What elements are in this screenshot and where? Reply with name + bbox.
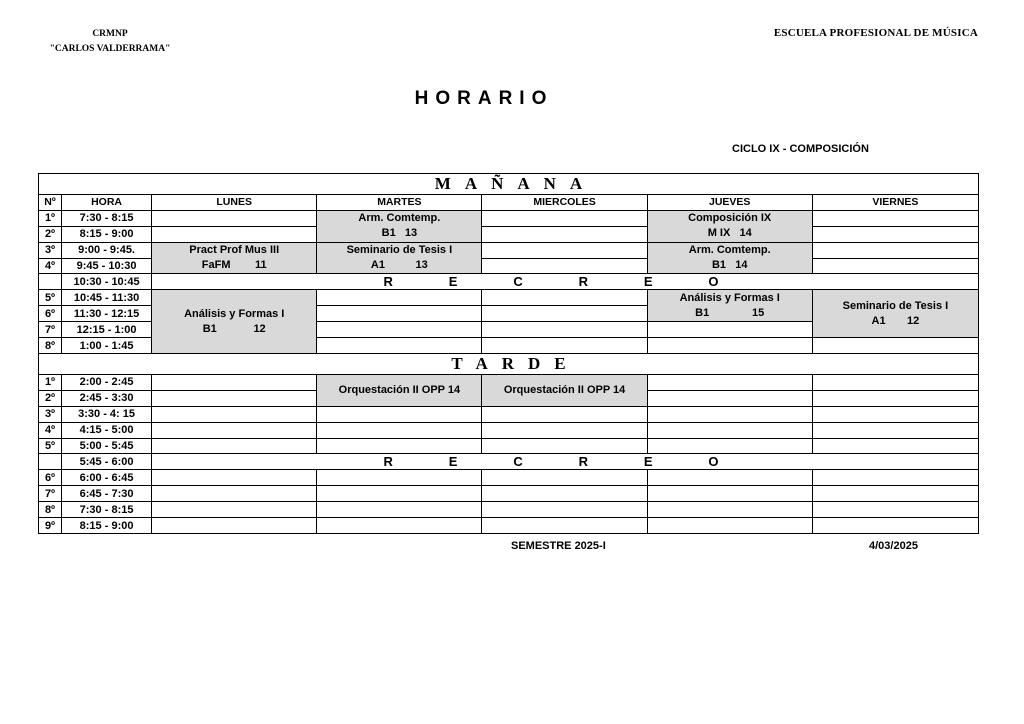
class-name: Arm. Comtemp. bbox=[358, 212, 441, 225]
recess-letter: E bbox=[643, 454, 653, 470]
semester-label: SEMESTRE 2025-I bbox=[511, 540, 606, 552]
class-code: 14 bbox=[735, 259, 748, 272]
recess-letter: C bbox=[513, 274, 523, 290]
slot-number bbox=[39, 274, 62, 290]
recess-label bbox=[152, 454, 979, 470]
class-block-tue-orq: Orquestación II OPP 14 bbox=[317, 375, 482, 407]
empty-cell bbox=[812, 210, 978, 226]
empty-cell bbox=[317, 290, 482, 306]
empty-cell bbox=[482, 502, 647, 518]
empty-cell bbox=[482, 226, 647, 242]
slot-number: 7º bbox=[39, 322, 62, 338]
institution-line2: "CARLOS VALDERRAMA" bbox=[49, 44, 171, 54]
class-block-tue-sem bbox=[317, 242, 482, 274]
class-room: B1 bbox=[381, 227, 396, 240]
class-room: B1 bbox=[202, 322, 217, 335]
recess-label bbox=[152, 274, 979, 290]
recess-letter: R bbox=[383, 454, 393, 470]
class-name: Arm. Comtemp. bbox=[688, 244, 771, 257]
col-miercoles-header: MIERCOLES bbox=[482, 195, 647, 211]
class-code: 14 bbox=[739, 227, 752, 240]
table-row bbox=[39, 226, 979, 242]
empty-cell bbox=[152, 470, 317, 486]
class-name: Composición IX bbox=[688, 212, 772, 225]
class-name: Seminario de Tesis I bbox=[842, 299, 949, 312]
class-room: A1 bbox=[871, 314, 886, 327]
slot-time: 10:30 - 10:45 bbox=[62, 274, 152, 290]
slot-number bbox=[39, 454, 62, 470]
empty-cell bbox=[647, 438, 812, 454]
empty-cell bbox=[812, 422, 978, 438]
class-room: B1 bbox=[711, 259, 727, 272]
class-block-tue-arm bbox=[317, 210, 482, 242]
empty-cell bbox=[482, 210, 647, 226]
empty-cell bbox=[812, 438, 978, 454]
column-header-row bbox=[39, 195, 979, 211]
table-row bbox=[39, 375, 979, 391]
empty-cell bbox=[812, 242, 978, 258]
class-block-thu-comp bbox=[647, 210, 812, 242]
slot-number: 3º bbox=[39, 406, 62, 422]
schedule-table bbox=[38, 173, 979, 534]
empty-cell bbox=[482, 422, 647, 438]
empty-cell bbox=[482, 290, 647, 306]
slot-number: 8º bbox=[39, 338, 62, 354]
empty-cell bbox=[152, 226, 317, 242]
empty-cell bbox=[317, 406, 482, 422]
empty-cell bbox=[647, 486, 812, 502]
slot-number: 5º bbox=[39, 290, 62, 306]
empty-cell bbox=[152, 422, 317, 438]
slot-time: 5:45 - 6:00 bbox=[62, 454, 152, 470]
empty-cell bbox=[152, 390, 317, 406]
slot-time: 10:45 - 11:30 bbox=[62, 290, 152, 306]
table-row bbox=[39, 502, 979, 518]
empty-cell bbox=[482, 518, 647, 534]
recess-letter: O bbox=[708, 274, 719, 290]
recess-letter: E bbox=[448, 454, 458, 470]
empty-cell bbox=[482, 338, 647, 354]
empty-cell bbox=[482, 322, 647, 338]
slot-number: 1º bbox=[39, 375, 62, 391]
class-block-mon-pract bbox=[152, 242, 317, 274]
slot-time: 11:30 - 12:15 bbox=[62, 306, 152, 322]
slot-time: 2:00 - 2:45 bbox=[62, 375, 152, 391]
col-viernes-header: VIERNES bbox=[812, 195, 978, 211]
empty-cell bbox=[482, 438, 647, 454]
col-lunes-header: LUNES bbox=[152, 195, 317, 211]
slot-number: 1º bbox=[39, 210, 62, 226]
empty-cell bbox=[482, 486, 647, 502]
slot-number: 2º bbox=[39, 226, 62, 242]
recess-letter: R bbox=[578, 274, 588, 290]
empty-cell bbox=[152, 406, 317, 422]
slot-number: 9º bbox=[39, 518, 62, 534]
table-row bbox=[39, 438, 979, 454]
slot-time: 6:45 - 7:30 bbox=[62, 486, 152, 502]
slot-time: 9:00 - 9:45. bbox=[62, 242, 152, 258]
slot-time: 12:15 - 1:00 bbox=[62, 322, 152, 338]
recess-letter: E bbox=[643, 274, 653, 290]
empty-cell bbox=[647, 470, 812, 486]
empty-cell bbox=[812, 518, 978, 534]
class-room: B1 bbox=[695, 306, 710, 319]
empty-cell bbox=[482, 242, 647, 258]
class-block-thu-arm bbox=[647, 242, 812, 274]
slot-number: 7º bbox=[39, 486, 62, 502]
col-hora-header: HORA bbox=[62, 195, 152, 211]
empty-cell bbox=[152, 518, 317, 534]
school-name: ESCUELA PROFESIONAL DE MÚSICA bbox=[773, 27, 978, 39]
class-code: 12 bbox=[253, 322, 266, 335]
empty-cell bbox=[317, 438, 482, 454]
empty-cell bbox=[152, 438, 317, 454]
empty-cell bbox=[317, 502, 482, 518]
empty-cell bbox=[812, 375, 978, 391]
empty-cell bbox=[812, 258, 978, 274]
table-row bbox=[39, 470, 979, 486]
slot-number: 5º bbox=[39, 438, 62, 454]
class-name: Pract Prof Mus III bbox=[189, 244, 280, 257]
class-room: M IX bbox=[707, 227, 731, 240]
class-room: A1 bbox=[370, 259, 385, 272]
morning-header-row bbox=[39, 174, 979, 195]
class-code: 13 bbox=[415, 259, 428, 272]
table-row bbox=[39, 242, 979, 258]
slot-number: 8º bbox=[39, 502, 62, 518]
table-row bbox=[39, 210, 979, 226]
class-block-fri-sem bbox=[812, 290, 978, 338]
slot-time: 7:30 - 8:15 bbox=[62, 210, 152, 226]
empty-cell bbox=[152, 486, 317, 502]
empty-cell bbox=[647, 375, 812, 391]
slot-time: 7:30 - 8:15 bbox=[62, 502, 152, 518]
empty-cell bbox=[152, 375, 317, 391]
class-block-mon-analisis bbox=[152, 290, 317, 354]
slot-time: 1:00 - 1:45 bbox=[62, 338, 152, 354]
table-row bbox=[39, 518, 979, 534]
class-code: 15 bbox=[752, 306, 765, 319]
empty-cell bbox=[647, 338, 812, 354]
empty-cell bbox=[482, 470, 647, 486]
recess-letter: E bbox=[448, 274, 458, 290]
slot-number: 6º bbox=[39, 470, 62, 486]
empty-cell bbox=[317, 422, 482, 438]
class-block-thu-analisis bbox=[647, 290, 812, 322]
institution-name bbox=[30, 27, 190, 57]
cycle-label: CICLO IX - COMPOSICIÓN bbox=[732, 143, 869, 155]
recess-letter: R bbox=[578, 454, 588, 470]
slot-time: 2:45 - 3:30 bbox=[62, 390, 152, 406]
class-block-wed-orq: Orquestación II OPP 14 bbox=[482, 375, 647, 407]
class-code: 13 bbox=[404, 227, 418, 240]
slot-number: 6º bbox=[39, 306, 62, 322]
slot-number: 4º bbox=[39, 422, 62, 438]
recess-row bbox=[39, 454, 979, 470]
afternoon-header-row bbox=[39, 354, 979, 375]
class-code: 12 bbox=[907, 314, 920, 327]
col-martes-header: MARTES bbox=[317, 195, 482, 211]
empty-cell bbox=[647, 406, 812, 422]
empty-cell bbox=[317, 306, 482, 322]
empty-cell bbox=[647, 518, 812, 534]
table-row bbox=[39, 486, 979, 502]
empty-cell bbox=[812, 226, 978, 242]
empty-cell bbox=[812, 470, 978, 486]
empty-cell bbox=[647, 422, 812, 438]
empty-cell bbox=[812, 406, 978, 422]
slot-time: 5:00 - 5:45 bbox=[62, 438, 152, 454]
morning-label: MAÑANA bbox=[39, 174, 979, 195]
empty-cell bbox=[812, 486, 978, 502]
empty-cell bbox=[812, 502, 978, 518]
table-row bbox=[39, 406, 979, 422]
empty-cell bbox=[482, 258, 647, 274]
class-code: 11 bbox=[254, 259, 267, 272]
slot-time: 4:15 - 5:00 bbox=[62, 422, 152, 438]
empty-cell bbox=[317, 338, 482, 354]
recess-letter: C bbox=[513, 454, 523, 470]
empty-cell bbox=[647, 322, 812, 338]
date-label: 4/03/2025 bbox=[869, 540, 918, 552]
recess-letter: O bbox=[708, 454, 719, 470]
empty-cell bbox=[812, 390, 978, 406]
empty-cell bbox=[317, 322, 482, 338]
slot-time: 6:00 - 6:45 bbox=[62, 470, 152, 486]
page-title: HORARIO bbox=[414, 88, 554, 109]
slot-time: 8:15 - 9:00 bbox=[62, 518, 152, 534]
empty-cell bbox=[482, 406, 647, 422]
class-room: FaFM bbox=[201, 259, 231, 272]
empty-cell bbox=[812, 338, 978, 354]
empty-cell bbox=[647, 390, 812, 406]
empty-cell bbox=[647, 502, 812, 518]
afternoon-label: TARDE bbox=[39, 354, 979, 375]
slot-number: 3º bbox=[39, 242, 62, 258]
class-name: Seminario de Tesis I bbox=[346, 244, 453, 257]
slot-time: 9:45 - 10:30 bbox=[62, 258, 152, 274]
empty-cell bbox=[152, 502, 317, 518]
institution-line1: CRMNP bbox=[92, 29, 128, 39]
recess-letter: R bbox=[383, 274, 393, 290]
empty-cell bbox=[317, 470, 482, 486]
slot-number: 4º bbox=[39, 258, 62, 274]
slot-number: 2º bbox=[39, 390, 62, 406]
table-row bbox=[39, 290, 979, 306]
class-name: Análisis y Formas I bbox=[679, 291, 780, 304]
slot-time: 3:30 - 4: 15 bbox=[62, 406, 152, 422]
col-jueves-header: JUEVES bbox=[647, 195, 812, 211]
empty-cell bbox=[482, 306, 647, 322]
table-row bbox=[39, 422, 979, 438]
col-num-header: Nº bbox=[39, 195, 62, 211]
empty-cell bbox=[152, 210, 317, 226]
recess-row bbox=[39, 274, 979, 290]
slot-time: 8:15 - 9:00 bbox=[62, 226, 152, 242]
class-name: Análisis y Formas I bbox=[184, 307, 285, 320]
empty-cell bbox=[317, 486, 482, 502]
empty-cell bbox=[317, 518, 482, 534]
